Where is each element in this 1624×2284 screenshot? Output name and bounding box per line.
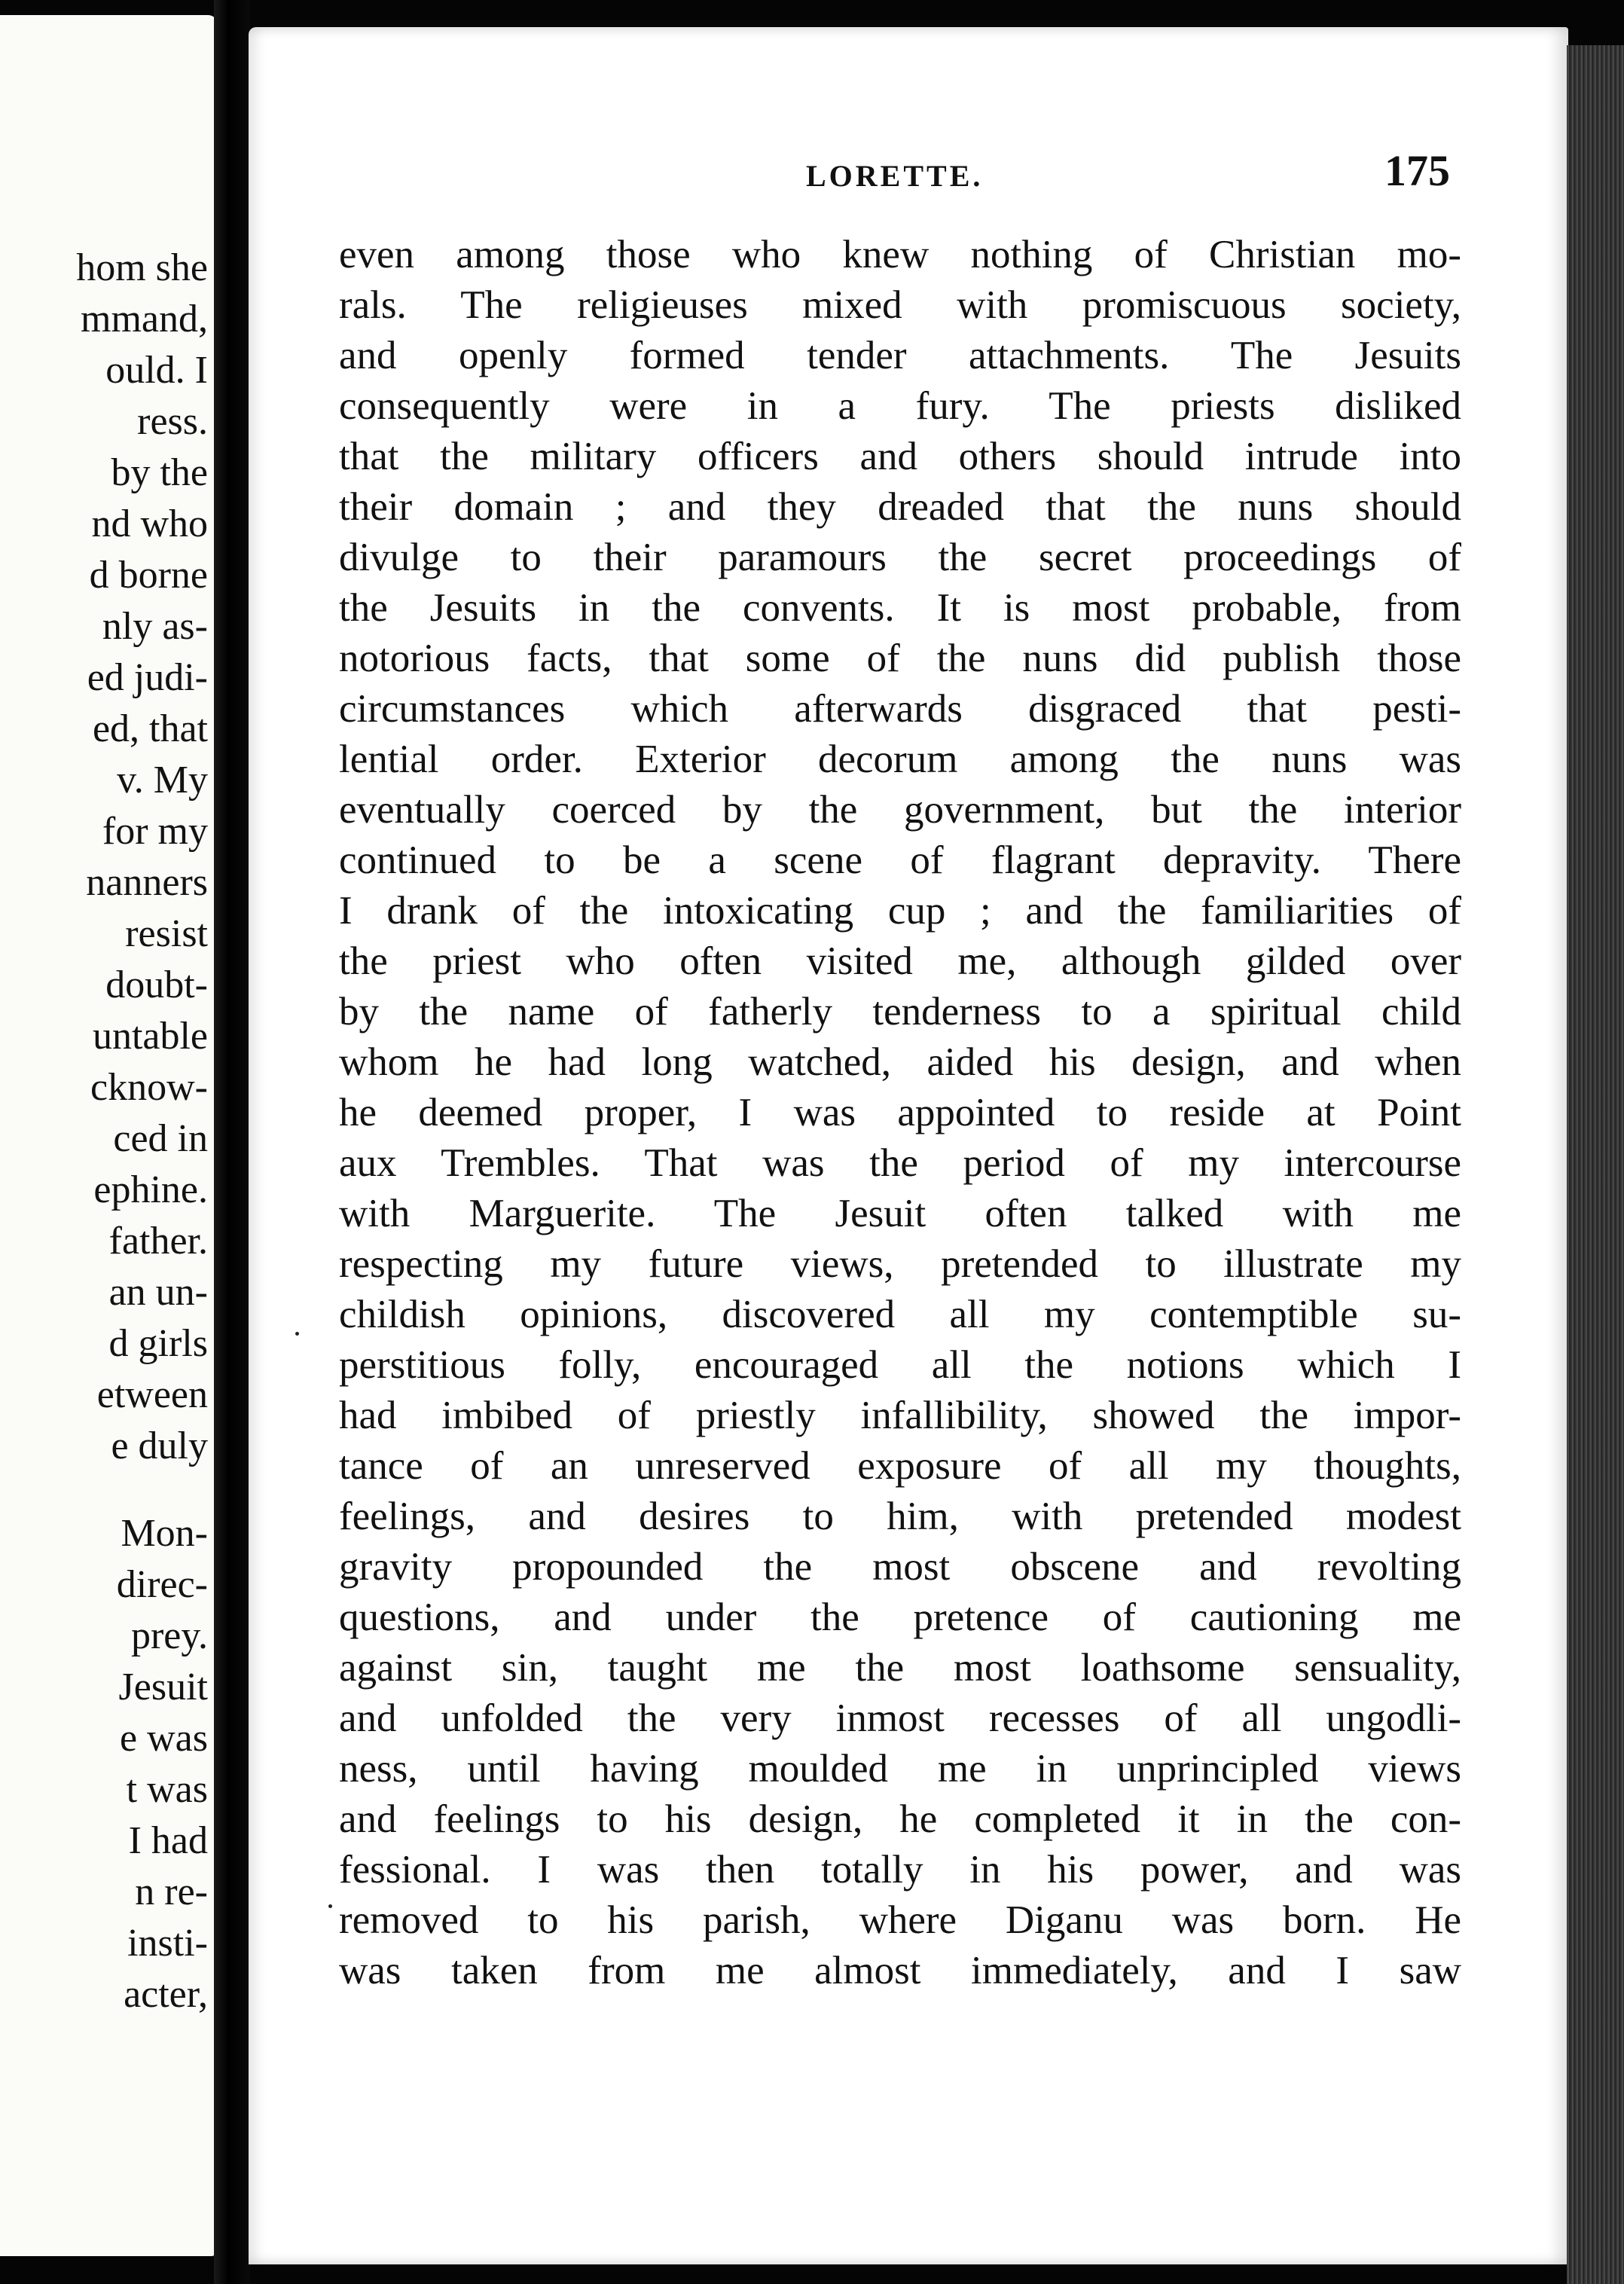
- text-line: tance of an unreserved exposure of all my thoughts,: [339, 1444, 1461, 1488]
- text-line: that the military officers and others should intrude into: [339, 435, 1461, 478]
- text-line: childish opinions, discovered all my contemptible su-: [339, 1293, 1461, 1336]
- facing-page-line: father.: [108, 1220, 208, 1263]
- facing-page-line: ed, that: [92, 707, 208, 750]
- facing-page-line: by the: [111, 451, 208, 494]
- text-line: rals. The religieuses mixed with promiscuous society,: [339, 283, 1461, 327]
- facing-page-line: ress.: [137, 400, 208, 443]
- text-line: aux Trembles. That was the period of my intercourse: [339, 1141, 1461, 1185]
- body-text: [339, 230, 1461, 1996]
- facing-page-line: I had: [128, 1819, 208, 1862]
- facing-page-line: ed judi-: [87, 656, 208, 699]
- text-line: had imbibed of priestly infallibility, showed the impor-: [339, 1394, 1461, 1437]
- book-gutter: [214, 0, 250, 2284]
- facing-page-line: t was: [126, 1768, 208, 1811]
- facing-page-line: hom she: [76, 246, 208, 289]
- facing-page-line: e was: [120, 1717, 208, 1760]
- text-line: questions, and under the pretence of cautioning me: [339, 1595, 1461, 1639]
- text-line: fessional. I was then totally in his power, and was: [339, 1848, 1461, 1892]
- text-line: lential order. Exterior decorum among the nuns was: [339, 737, 1461, 781]
- page-number: 175: [1384, 146, 1450, 195]
- facing-page-line: e duly: [111, 1424, 208, 1467]
- facing-page-line: ould. I: [105, 349, 208, 392]
- facing-page-line: Mon-: [121, 1512, 208, 1555]
- facing-page-line: nanners: [86, 861, 208, 904]
- facing-page-line: nd who: [91, 502, 208, 545]
- text-line: with Marguerite. The Jesuit often talked with me: [339, 1192, 1461, 1235]
- text-line: consequently were in a fury. The priests disliked: [339, 384, 1461, 428]
- text-line: he deemed proper, I was appointed to reside at Point: [339, 1091, 1461, 1134]
- text-line: whom he had long watched, aided his design, and when: [339, 1040, 1461, 1084]
- facing-page-line: ced in: [113, 1117, 208, 1160]
- facing-page-line: insti-: [127, 1922, 208, 1965]
- facing-page-line: v. My: [117, 759, 208, 802]
- facing-page-line: nly as-: [102, 605, 208, 648]
- facing-page-line: resist: [125, 912, 208, 955]
- facing-page-line: an un-: [108, 1271, 208, 1314]
- text-line: the Jesuits in the convents. It is most probable, from: [339, 586, 1461, 630]
- text-line: respecting my future views, pretended to illustrate my: [339, 1242, 1461, 1286]
- facing-page-line: direc-: [116, 1563, 208, 1606]
- text-line: eventually coerced by the government, but the interior: [339, 788, 1461, 832]
- running-head: LORETTE.: [806, 159, 984, 193]
- facing-page: [0, 15, 218, 2256]
- text-line: I drank of the intoxicating cup ; and the familiarities of: [339, 889, 1461, 933]
- text-line: and feelings to his design, he completed it in the con-: [339, 1797, 1461, 1841]
- text-line: circumstances which afterwards disgraced that pesti-: [339, 687, 1461, 731]
- text-line: removed to his parish, where Diganu was born. He: [339, 1898, 1461, 1942]
- facing-page-line: etween: [96, 1373, 208, 1416]
- facing-page-line: cknow-: [90, 1066, 208, 1109]
- facing-page-line: doubt-: [105, 963, 208, 1006]
- facing-page-line: untable: [92, 1015, 208, 1058]
- text-line: even among those who knew nothing of Christian mo-: [339, 233, 1461, 276]
- facing-page-line: d girls: [108, 1322, 208, 1365]
- page-edges: [1567, 45, 1624, 2284]
- text-line: ness, until having moulded me in unprincipled views: [339, 1747, 1461, 1791]
- text-line: by the name of fatherly tenderness to a spiritual child: [339, 990, 1461, 1034]
- text-line: the priest who often visited me, although gilded over: [339, 939, 1461, 983]
- text-line: their domain ; and they dreaded that the nuns should: [339, 485, 1461, 529]
- facing-page-line: n re-: [135, 1870, 208, 1913]
- facing-page-line: mmand,: [81, 298, 208, 340]
- text-line: and unfolded the very inmost recesses of all ungodli-: [339, 1696, 1461, 1740]
- facing-page-line: ephine.: [93, 1168, 208, 1211]
- text-line: perstitious folly, encouraged all the notions which I: [339, 1343, 1461, 1387]
- facing-page-line: Jesuit: [118, 1666, 208, 1708]
- facing-page-line: acter,: [124, 1973, 208, 2016]
- facing-page-line: for my: [102, 810, 208, 853]
- facing-page-line: prey.: [130, 1614, 208, 1657]
- text-line: notorious facts, that some of the nuns did publish those: [339, 637, 1461, 680]
- stray-mark: [328, 1904, 332, 1908]
- text-line: was taken from me almost immediately, and I saw: [339, 1949, 1461, 1992]
- text-line: gravity propounded the most obscene and revolting: [339, 1545, 1461, 1589]
- text-line: against sin, taught me the most loathsome sensuality,: [339, 1646, 1461, 1690]
- text-line: continued to be a scene of flagrant depravity. There: [339, 838, 1461, 882]
- facing-page-line: d borne: [89, 554, 208, 597]
- text-line: divulge to their paramours the secret proceedings of: [339, 536, 1461, 579]
- text-line: feelings, and desires to him, with pretended modest: [339, 1495, 1461, 1538]
- stray-mark: [295, 1332, 299, 1336]
- text-line: and openly formed tender attachments. The Jesuits: [339, 334, 1461, 377]
